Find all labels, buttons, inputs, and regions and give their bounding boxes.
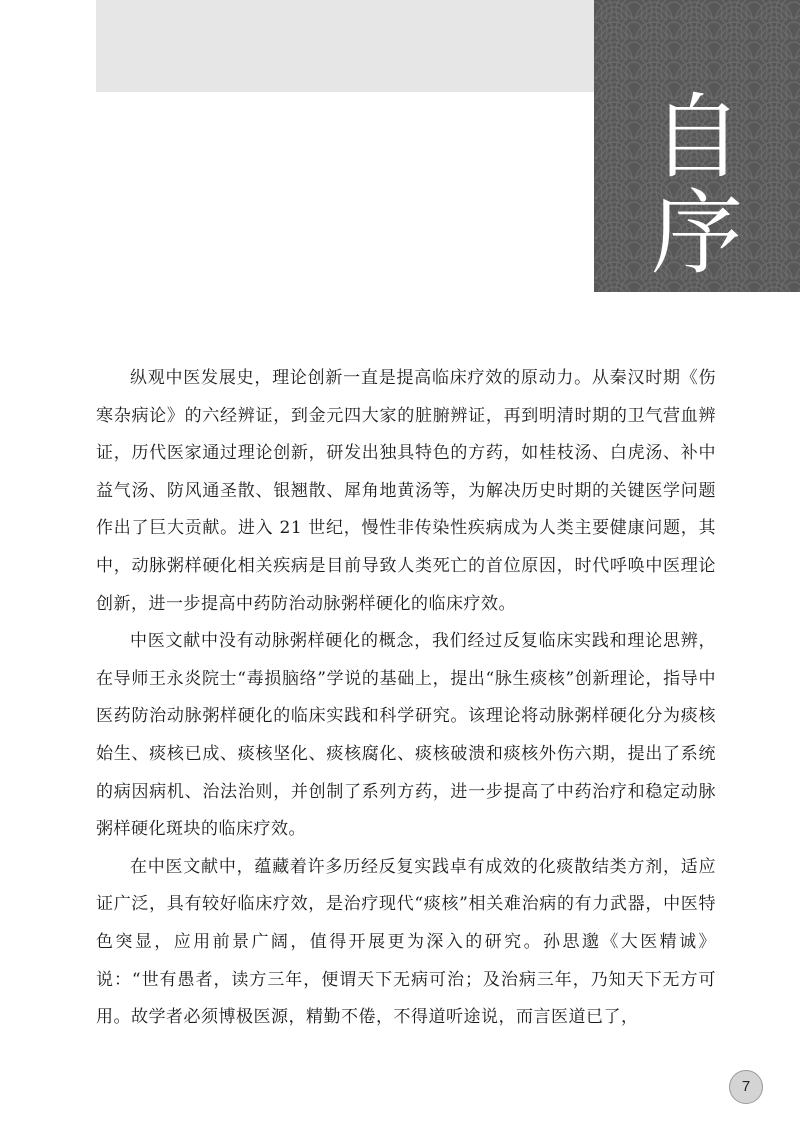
body-text	[96, 360, 716, 1037]
paragraph-2: 中医文献中没有动脉粥样硬化的概念，我们经过反复临床实践和理论思辨，在导师王永炎院士“毒损脑络”学说的基础上，提出“脉生痰核”创新理论，指导中医药防治动脉粥样硬化的临床实践和科学研究。该理论将动脉粥样硬化分为痰核始生、痰核已成、痰核坚化、痰核腐化、痰核破溃和痰核外伤六期，提出了系统的病因病机、治法治则，并创制了系列方药，进一步提高了中药治疗和稳定动脉粥样硬化斑块的临床疗效。	[96, 631, 716, 840]
paragraph-3: 在中医文献中，蕴藏着许多历经反复实践卓有成效的化痰散结类方剂，适应证广泛，具有较好临床疗效，是治疗现代“痰核”相关难治病的有力武器，中医特色突显，应用前景广阔，值得开展更为深入的研究。孙思邈《大医精诚》说：“世有愚者，读方三年，便谓天下无病可治；及治病三年，乃知天下无方可用。故学者必须博极医源，精勤不倦，不得道听途说，而言医道已了，	[96, 856, 716, 1028]
paragraph-1: 纵观中医发展史，理论创新一直是提高临床疗效的原动力。从秦汉时期《伤寒杂病论》的六经辨证，到金元四大家的脏腑辨证，再到明清时期的卫气营血辨证，历代医家通过理论创新，研发出独具特色的方药，如桂枝汤、白虎汤、补中益气汤、防风通圣散、银翘散、犀角地黄汤等，为解决历史时期的关键医学问题作出了巨大贡献。进入 21 世纪，慢性非传染性疾病成为人类主要健康问题，其中，动脉粥样硬化相关疾病是目前导致人类死亡的首位原因，时代呼唤中医理论创新，进一步提高中药防治动脉粥样硬化的临床疗效。	[96, 368, 716, 614]
heading-char-1: 自	[650, 84, 743, 191]
title-panel	[594, 0, 800, 292]
page-number: 7	[729, 1070, 763, 1104]
heading-char-2: 序	[650, 180, 743, 287]
header-band	[96, 0, 596, 92]
